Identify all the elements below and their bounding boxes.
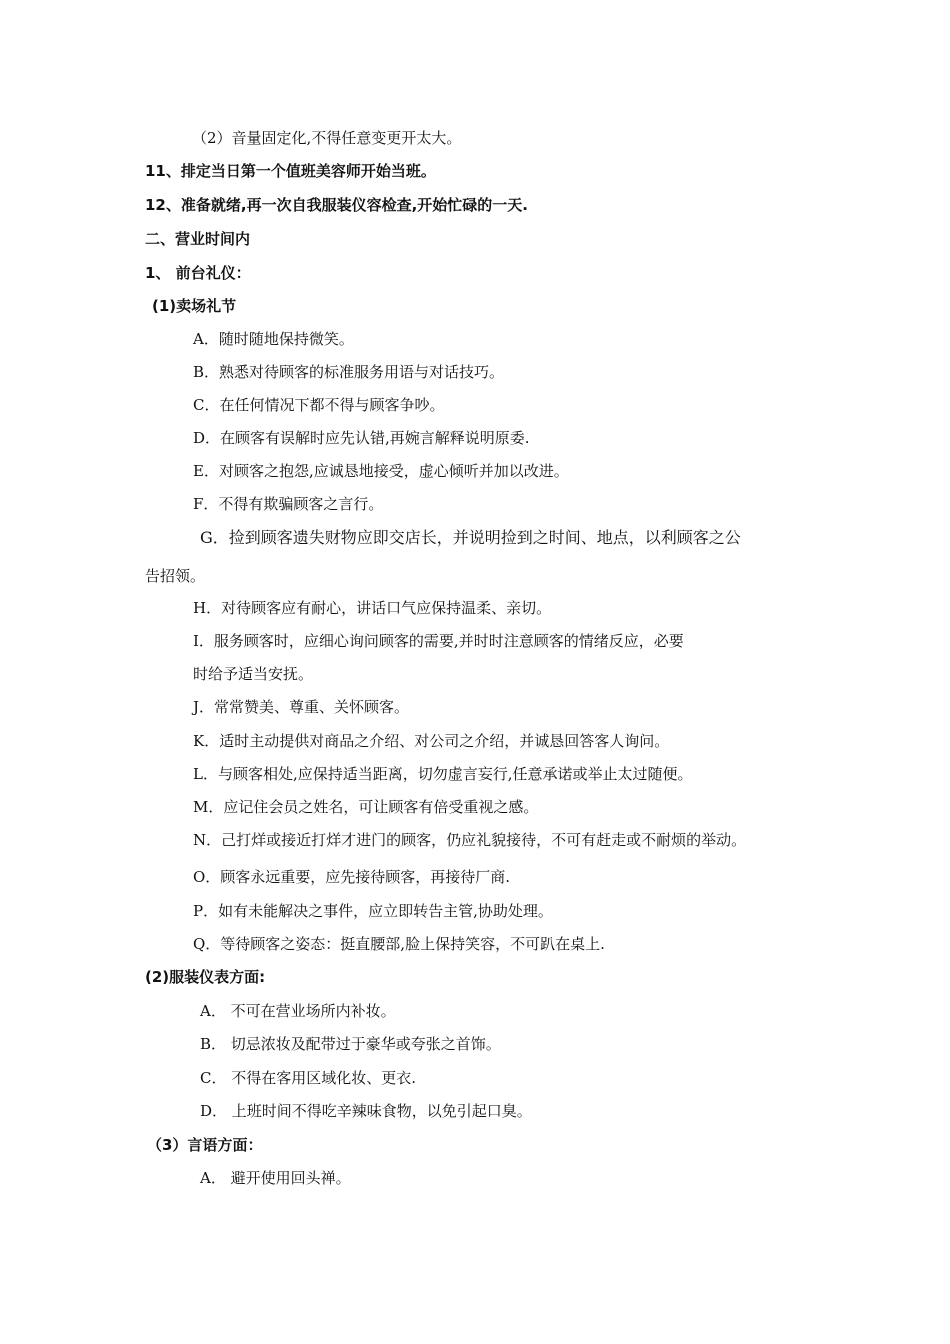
list-item: Q．等待顾客之姿态：挺直腰部,脸上保持笑容，不可趴在桌上.: [193, 935, 605, 953]
list-item: L．与顾客相处,应保持适当距离，切勿虚言妄行,任意承诺或举止太过随便。: [193, 765, 693, 783]
list-item: M．应记住会员之姓名，可让顾客有倍受重视之感。: [193, 798, 539, 816]
list-item: B．熟悉对待顾客的标准服务用语与对话技巧。: [193, 363, 505, 381]
list-item: C． 不得在客用区域化妆、更衣.: [200, 1069, 417, 1087]
list-item: E．对顾客之抱怨,应诚恳地接受，虚心倾听并加以改进。: [193, 462, 569, 480]
list-item: I．服务顾客时，应细心询问顾客的需要,并时时注意顾客的情绪反应，必要: [193, 632, 684, 650]
list-item: D．在顾客有误解时应先认错,再婉言解释说明原委.: [193, 429, 530, 447]
list-item: A．随时随地保持微笑。: [193, 330, 354, 348]
list-item: C．在任何情况下都不得与顾客争吵。: [193, 396, 445, 414]
list-item-continuation: 告招领。: [145, 567, 206, 585]
subsection-heading: 1、 前台礼仪：: [145, 264, 251, 282]
list-item: P．如有未能解决之事件，应立即转告主管,协助处理。: [193, 902, 553, 920]
list-item: J．常常赞美、尊重、关怀顾客。: [193, 698, 410, 716]
list-item: D． 上班时间不得吃辛辣味食物，以免引起口臭。: [200, 1102, 532, 1120]
list-item: B． 切忌浓妆及配带过于豪华或夸张之首饰。: [200, 1035, 501, 1053]
subsection-heading: (1)卖场礼节: [152, 297, 237, 315]
list-item-continuation: 时给予适当安抚。: [193, 665, 314, 683]
list-item: F．不得有欺骗顾客之言行。: [193, 495, 384, 513]
text-line: （2）音量固定化,不得任意变更开太大。: [192, 129, 462, 147]
subsection-heading: (2)服装仪表方面:: [145, 968, 266, 986]
list-item: K．适时主动提供对商品之介绍、对公司之介绍，并诚恳回答客人询问。: [193, 732, 670, 750]
list-item: A． 避开使用回头禅。: [200, 1169, 351, 1187]
list-item: H．对待顾客应有耐心，讲话口气应保持温柔、亲切。: [193, 599, 552, 617]
list-item: O．顾客永远重要，应先接待顾客，再接待厂商.: [193, 868, 511, 886]
list-item: N．己打烊或接近打烊才进门的顾客，仍应礼貌接待，不可有赶走或不耐烦的举动。: [193, 831, 747, 849]
list-item: G．捡到顾客遗失财物应即交店长，并说明捡到之时间、地点，以利顾客之公: [200, 528, 741, 547]
subsection-heading: （3）言语方面：: [147, 1136, 263, 1154]
numbered-item-11: 11、排定当日第一个值班美容师开始当班。: [145, 162, 436, 180]
section-heading: 二、营业时间内: [145, 230, 251, 248]
list-item: A． 不可在营业场所内补妆。: [200, 1002, 396, 1020]
numbered-item-12: 12、准备就绪,再一次自我服装仪容检查,开始忙碌的一天.: [145, 196, 528, 214]
